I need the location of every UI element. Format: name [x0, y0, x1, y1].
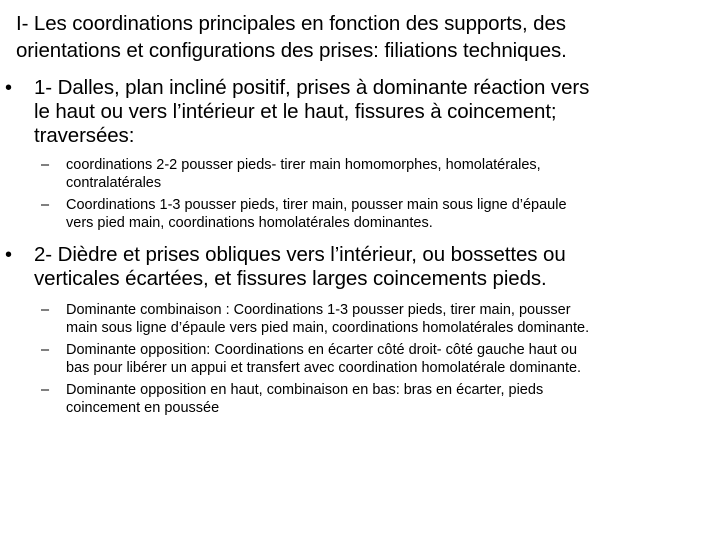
- dash-icon: –: [41, 382, 50, 398]
- bullet-line: 1- Dalles, plan incliné positif, prises à dominante réaction vers: [34, 76, 590, 99]
- sub-bullet-2-1: [0, 301, 716, 337]
- dash-icon: –: [41, 157, 50, 173]
- bullet-item-1: [0, 76, 706, 148]
- sub-bullet-line: bas pour libérer un appui et transfert avec coordination homolatérale dominante.: [66, 360, 582, 376]
- bullet-line: le haut ou vers l’intérieur et le haut, fissures à coincement;: [34, 100, 557, 123]
- title-line: orientations et configurations des prises: filiations techniques.: [16, 39, 567, 62]
- bullet-item-2: [0, 243, 706, 291]
- sub-bullet-1-2: [0, 196, 716, 232]
- dash-icon: –: [41, 197, 50, 213]
- bullet-line: verticales écartées, et fissures larges coincements pieds.: [34, 267, 547, 290]
- bullet-dot-icon: •: [5, 244, 12, 266]
- sub-bullet-2-2: [0, 341, 716, 377]
- sub-bullet-line: Dominante combinaison : Coordinations 1-3 pousser pieds, tirer main, pousser: [66, 302, 571, 318]
- sub-bullet-line: coincement en poussée: [66, 400, 220, 416]
- sub-bullet-line: Coordinations 1-3 pousser pieds, tirer main, pousser main sous ligne d’épaule: [66, 197, 567, 213]
- sub-bullet-line: contralatérales: [66, 175, 162, 191]
- dash-icon: –: [41, 342, 50, 358]
- dash-icon: –: [41, 302, 50, 318]
- bullet-dot-icon: •: [5, 77, 12, 99]
- sub-bullet-line: vers pied main, coordinations homolatérales dominantes.: [66, 215, 433, 231]
- sub-bullet-2-3: [0, 381, 716, 417]
- sub-bullet-line: main sous ligne d’épaule vers pied main, coordinations homolatérales dominante.: [66, 320, 590, 336]
- bullet-line: traversées:: [34, 124, 135, 147]
- sub-bullet-line: Dominante opposition en haut, combinaison en bas: bras en écarter, pieds: [66, 382, 544, 398]
- slide-title: [16, 10, 706, 64]
- bullet-line: 2- Dièdre et prises obliques vers l’intérieur, ou bossettes ou: [34, 243, 566, 266]
- sub-bullet-line: Dominante opposition: Coordinations en écarter côté droit- côté gauche haut ou: [66, 342, 578, 358]
- title-line: I- Les coordinations principales en fonction des supports, des: [16, 12, 566, 35]
- sub-bullet-1-1: [0, 156, 716, 192]
- bullet-list: [0, 76, 720, 417]
- sub-bullet-line: coordinations 2-2 pousser pieds- tirer main homomorphes, homolatérales,: [66, 157, 541, 173]
